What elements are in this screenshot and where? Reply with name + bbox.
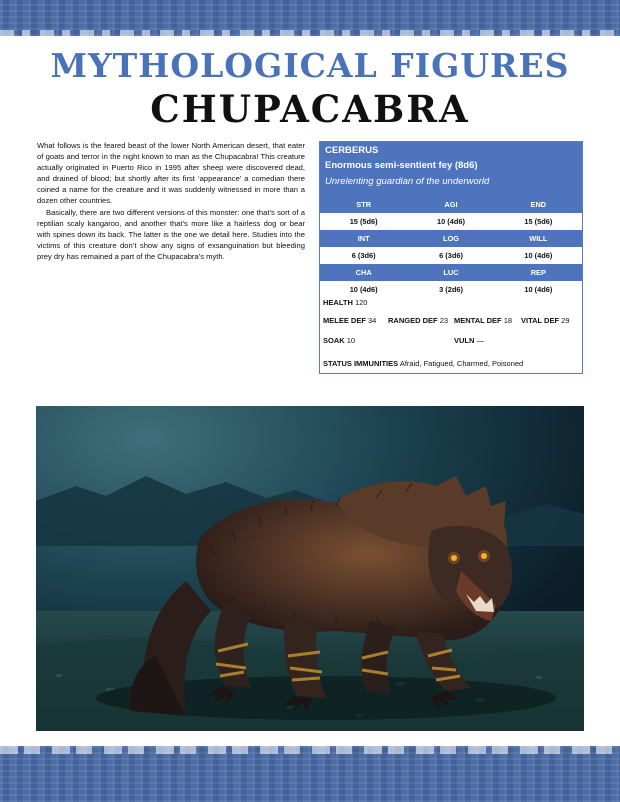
immunities-value: Afraid, Fatigued, Charmed, Poisoned [399, 359, 524, 368]
stat-block [319, 141, 583, 374]
soak-line [320, 336, 584, 346]
ranged-def [388, 316, 454, 326]
section-title: MYTHOLOGICAL FIGURES [50, 46, 570, 85]
health-label: HEALTH [323, 298, 353, 307]
immunities-label: STATUS IMMUNITIES [323, 359, 399, 368]
paragraph: What follows is the feared beast of the lower North American desert, that eater of goats and terror in the night known to man as the Chupacabra! This creature actually originated in Puerto Rico in 1995 after sheep were discovered dead, and drained of blood; but shortly after its first ‘appearance’ a comedian there coined a name for the creature and it was suddenly witnessed in more than a dozen other countries. [37, 141, 305, 206]
body-text [37, 140, 305, 262]
attribute-label: AGI [444, 200, 458, 209]
attribute-value: 6 (3d6) [439, 251, 463, 260]
attribute-value: 10 (4d6) [437, 217, 465, 226]
melee-def-label: MELEE DEF [323, 316, 366, 325]
attribute-value-row [320, 281, 582, 298]
attribute-label: REP [530, 268, 546, 277]
soak-label: SOAK [323, 336, 345, 345]
attribute-label: INT [357, 234, 370, 243]
attribute-label: WILL [529, 234, 548, 243]
creature-artwork [36, 406, 584, 731]
vital-def-label: VITAL DEF [521, 316, 560, 325]
attribute-value: 10 (4d6) [524, 285, 553, 294]
ranged-def-label: RANGED DEF [388, 316, 438, 325]
vuln-label: VULN [454, 336, 475, 345]
attribute-label-row [320, 264, 582, 281]
soak [323, 336, 454, 346]
attribute-value: 15 (5d6) [349, 217, 378, 226]
top-decorative-band [0, 0, 620, 36]
stat-block-description: Unrelenting guardian of the underworld [325, 176, 490, 187]
attribute-value-row [320, 213, 582, 230]
paragraph: Basically, there are two different versions of this monster: one that’s sort of a reptilian scaly kangaroo, and another that’s more like a hairless dog or bear with spines down its back. The latter is the one we detail here. Studies into the victims of this creature don’t show any signs of exsanguination but bleeding prey dry has remained a part of the Chupacabra’s myth. [37, 207, 305, 261]
mental-def [454, 316, 521, 326]
attribute-label: LOG [442, 234, 459, 243]
vital-def [521, 316, 570, 326]
health-line [320, 298, 370, 308]
creature-title: CHUPACABRA [150, 87, 470, 131]
melee-def [323, 316, 388, 326]
stat-block-name: CERBERUS [325, 145, 379, 156]
vuln [454, 336, 484, 346]
vital-def-value: 29 [561, 316, 570, 325]
attribute-value: 10 (4d6) [524, 251, 553, 260]
attribute-value: 10 (4d6) [349, 285, 378, 294]
mental-def-value: 18 [503, 316, 513, 325]
attribute-value: 6 (3d6) [351, 251, 376, 260]
ranged-def-value: 23 [439, 316, 449, 325]
attribute-value-row [320, 247, 582, 264]
immunities-line [320, 359, 526, 369]
melee-def-value: 34 [368, 316, 377, 325]
creature-illustration [36, 406, 584, 731]
attribute-label: END [530, 200, 547, 209]
attribute-label: CHA [355, 268, 372, 277]
bottom-decorative-band [0, 746, 620, 802]
attribute-label-row [320, 196, 582, 213]
vuln-value: — [476, 336, 485, 345]
soak-value: 10 [346, 336, 356, 345]
attribute-value: 3 (2d6) [439, 285, 463, 294]
stat-block-type: Enormous semi-sentient fey (8d6) [325, 160, 478, 171]
stat-block-header [320, 142, 582, 196]
attribute-label: LUC [443, 268, 459, 277]
health-value: 120 [354, 298, 368, 307]
attribute-label: STR [356, 200, 372, 209]
attribute-label-row [320, 230, 582, 247]
attribute-value: 15 (5d6) [524, 217, 553, 226]
mental-def-label: MENTAL DEF [454, 316, 502, 325]
defense-line [320, 316, 584, 326]
